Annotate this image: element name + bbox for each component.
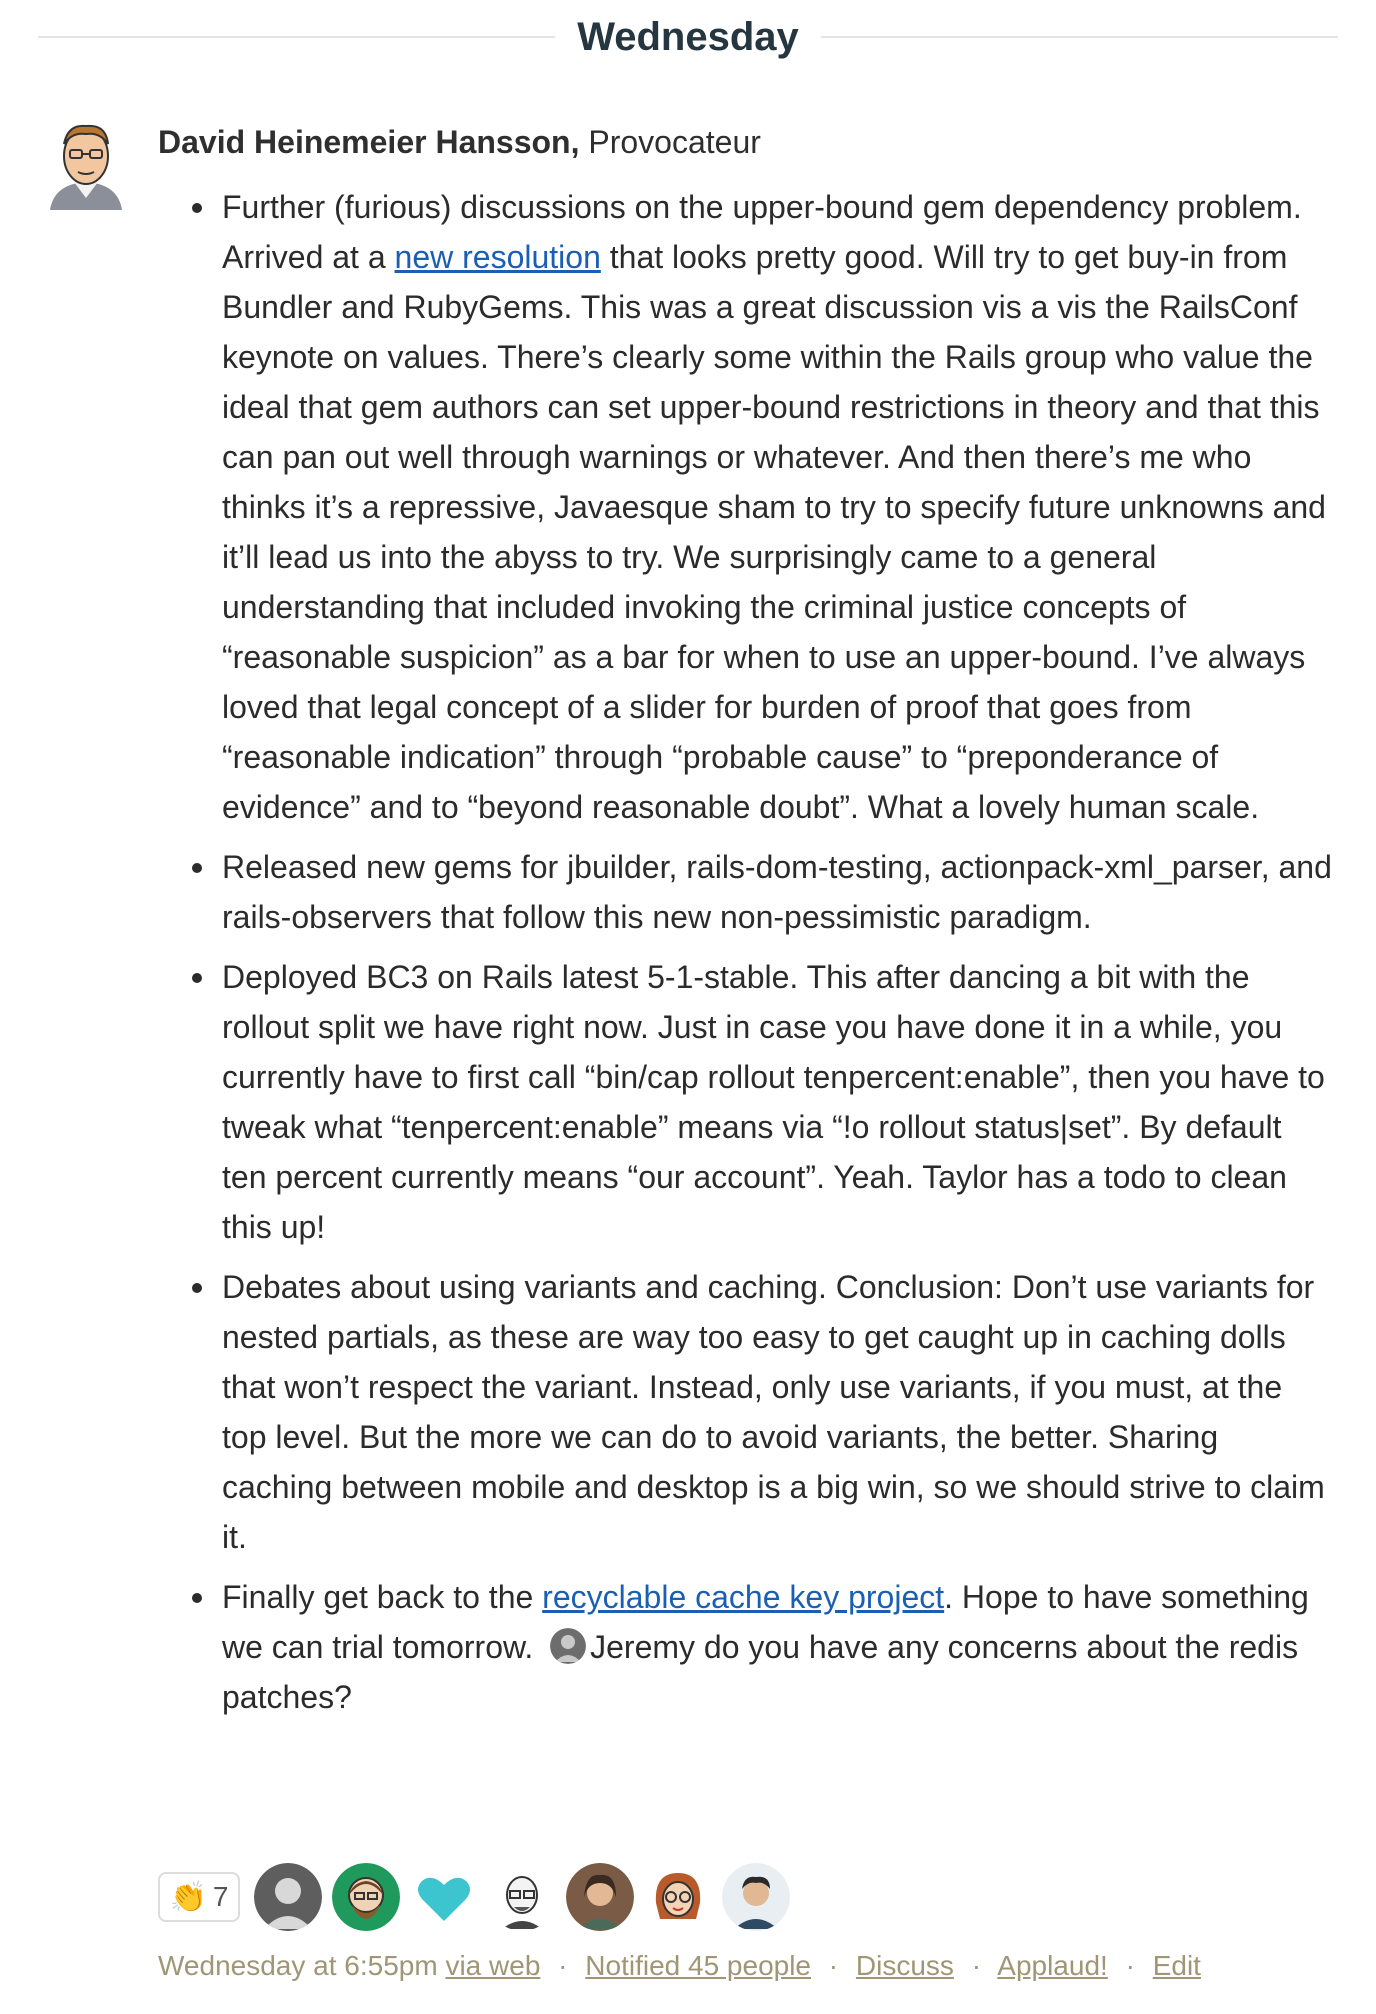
list-item: Debates about using variants and caching. Conclusion: Don’t use variants for nested partials, as these are way too easy to get caught up in caching dolls that won’t respect the variant. Instead, only use variants, if you must, at the top level. But the more we can do to avoid variants, the better. Sharing caching between mobile and desktop is a big win, so we should strive to claim it. xyxy=(222,1262,1332,1562)
post-timestamp: Wednesday at 6:55pm xyxy=(158,1950,438,1981)
boost-avatar[interactable] xyxy=(644,1863,712,1931)
applause-button[interactable] xyxy=(158,1872,240,1922)
list-item: Further (furious) discussions on the upper-bound gem dependency problem. Arrived at a new resolution that looks pretty good. Will try to get buy-in from Bundler and RubyGems. This was a great discussion vis a vis the RailsConf keynote on values. There’s clearly some within the Rails group who value the ideal that gem authors can set upper-bound restrictions in theory and that this can pan out well through warnings or whatever. And then there’s me who thinks it’s a repressive, Javaesque sham to try to specify future unknowns and it’ll lead us into the abyss to try. We surprisingly came to a general understanding that included invoking the criminal justice concepts of “reasonable suspicion” as a bar for when to use an upper-bound. I’ve always loved that legal concept of a slider for burden of proof that goes from “reasonable indication” through “probable cause” to “preponderance of evidence” and to “beyond reasonable doubt”. What a lovely human scale. xyxy=(222,182,1332,832)
author-role: Provocateur xyxy=(588,124,761,160)
notified-people-link[interactable]: Notified 45 people xyxy=(585,1950,812,1981)
clapping-hands-icon: 👏 xyxy=(169,1880,207,1914)
boost-avatar[interactable] xyxy=(566,1863,634,1931)
list-item: Finally get back to the recyclable cache key project. Hope to have something we can trial tomorrow. Jeremy do you have any concerns about the redis patches? xyxy=(222,1572,1332,1722)
list-item: Deployed BC3 on Rails latest 5-1-stable. This after dancing a bit with the rollout split we have right now. Just in case you have done it in a while, you currently have to first call “bin/cap rollout tenpercent:enable”, then you have to tweak what “tenpercent:enable” means via “!o rollout status|set”. By default ten percent currently means “our account”. Yeah. Taylor has a todo to clean this up! xyxy=(222,952,1332,1252)
cartoon-face-icon xyxy=(44,118,128,210)
day-header xyxy=(38,10,1338,64)
cache-key-project-link[interactable]: recyclable cache key project xyxy=(542,1579,945,1615)
boost-avatar[interactable] xyxy=(410,1863,478,1931)
post-items xyxy=(222,182,1332,1732)
boost-avatar[interactable] xyxy=(488,1863,556,1931)
heart-icon xyxy=(410,1863,478,1931)
applause-row xyxy=(158,1862,800,1932)
post-author xyxy=(158,124,761,161)
applause-count: 7 xyxy=(212,1881,229,1912)
author-name[interactable]: David Heinemeier Hansson, xyxy=(158,124,580,160)
author-avatar[interactable] xyxy=(44,118,128,210)
list-item: Released new gems for jbuilder, rails-dom-testing, actionpack-xml_parser, and rails-observers that follow this new non-pessimistic paradigm. xyxy=(222,842,1332,942)
boost-avatar[interactable] xyxy=(332,1863,400,1931)
applaud-link[interactable]: Applaud! xyxy=(997,1950,1108,1981)
boost-avatar[interactable] xyxy=(722,1863,790,1931)
divider-right xyxy=(821,36,1338,38)
separator: · xyxy=(558,1950,568,1981)
mention-avatar[interactable] xyxy=(550,1628,586,1664)
new-resolution-link[interactable]: new resolution xyxy=(394,239,601,275)
post-meta xyxy=(158,1950,1201,1982)
separator: · xyxy=(828,1950,839,1981)
edit-link[interactable]: Edit xyxy=(1152,1950,1201,1981)
boost-avatar[interactable] xyxy=(254,1863,322,1931)
separator: · xyxy=(971,1950,982,1981)
divider-left xyxy=(38,36,555,38)
discuss-link[interactable]: Discuss xyxy=(855,1950,954,1981)
separator: · xyxy=(1125,1950,1135,1981)
via-web-link[interactable]: via web xyxy=(445,1950,541,1981)
day-title: Wednesday xyxy=(577,14,799,59)
mention-name[interactable]: Jeremy xyxy=(590,1629,696,1665)
